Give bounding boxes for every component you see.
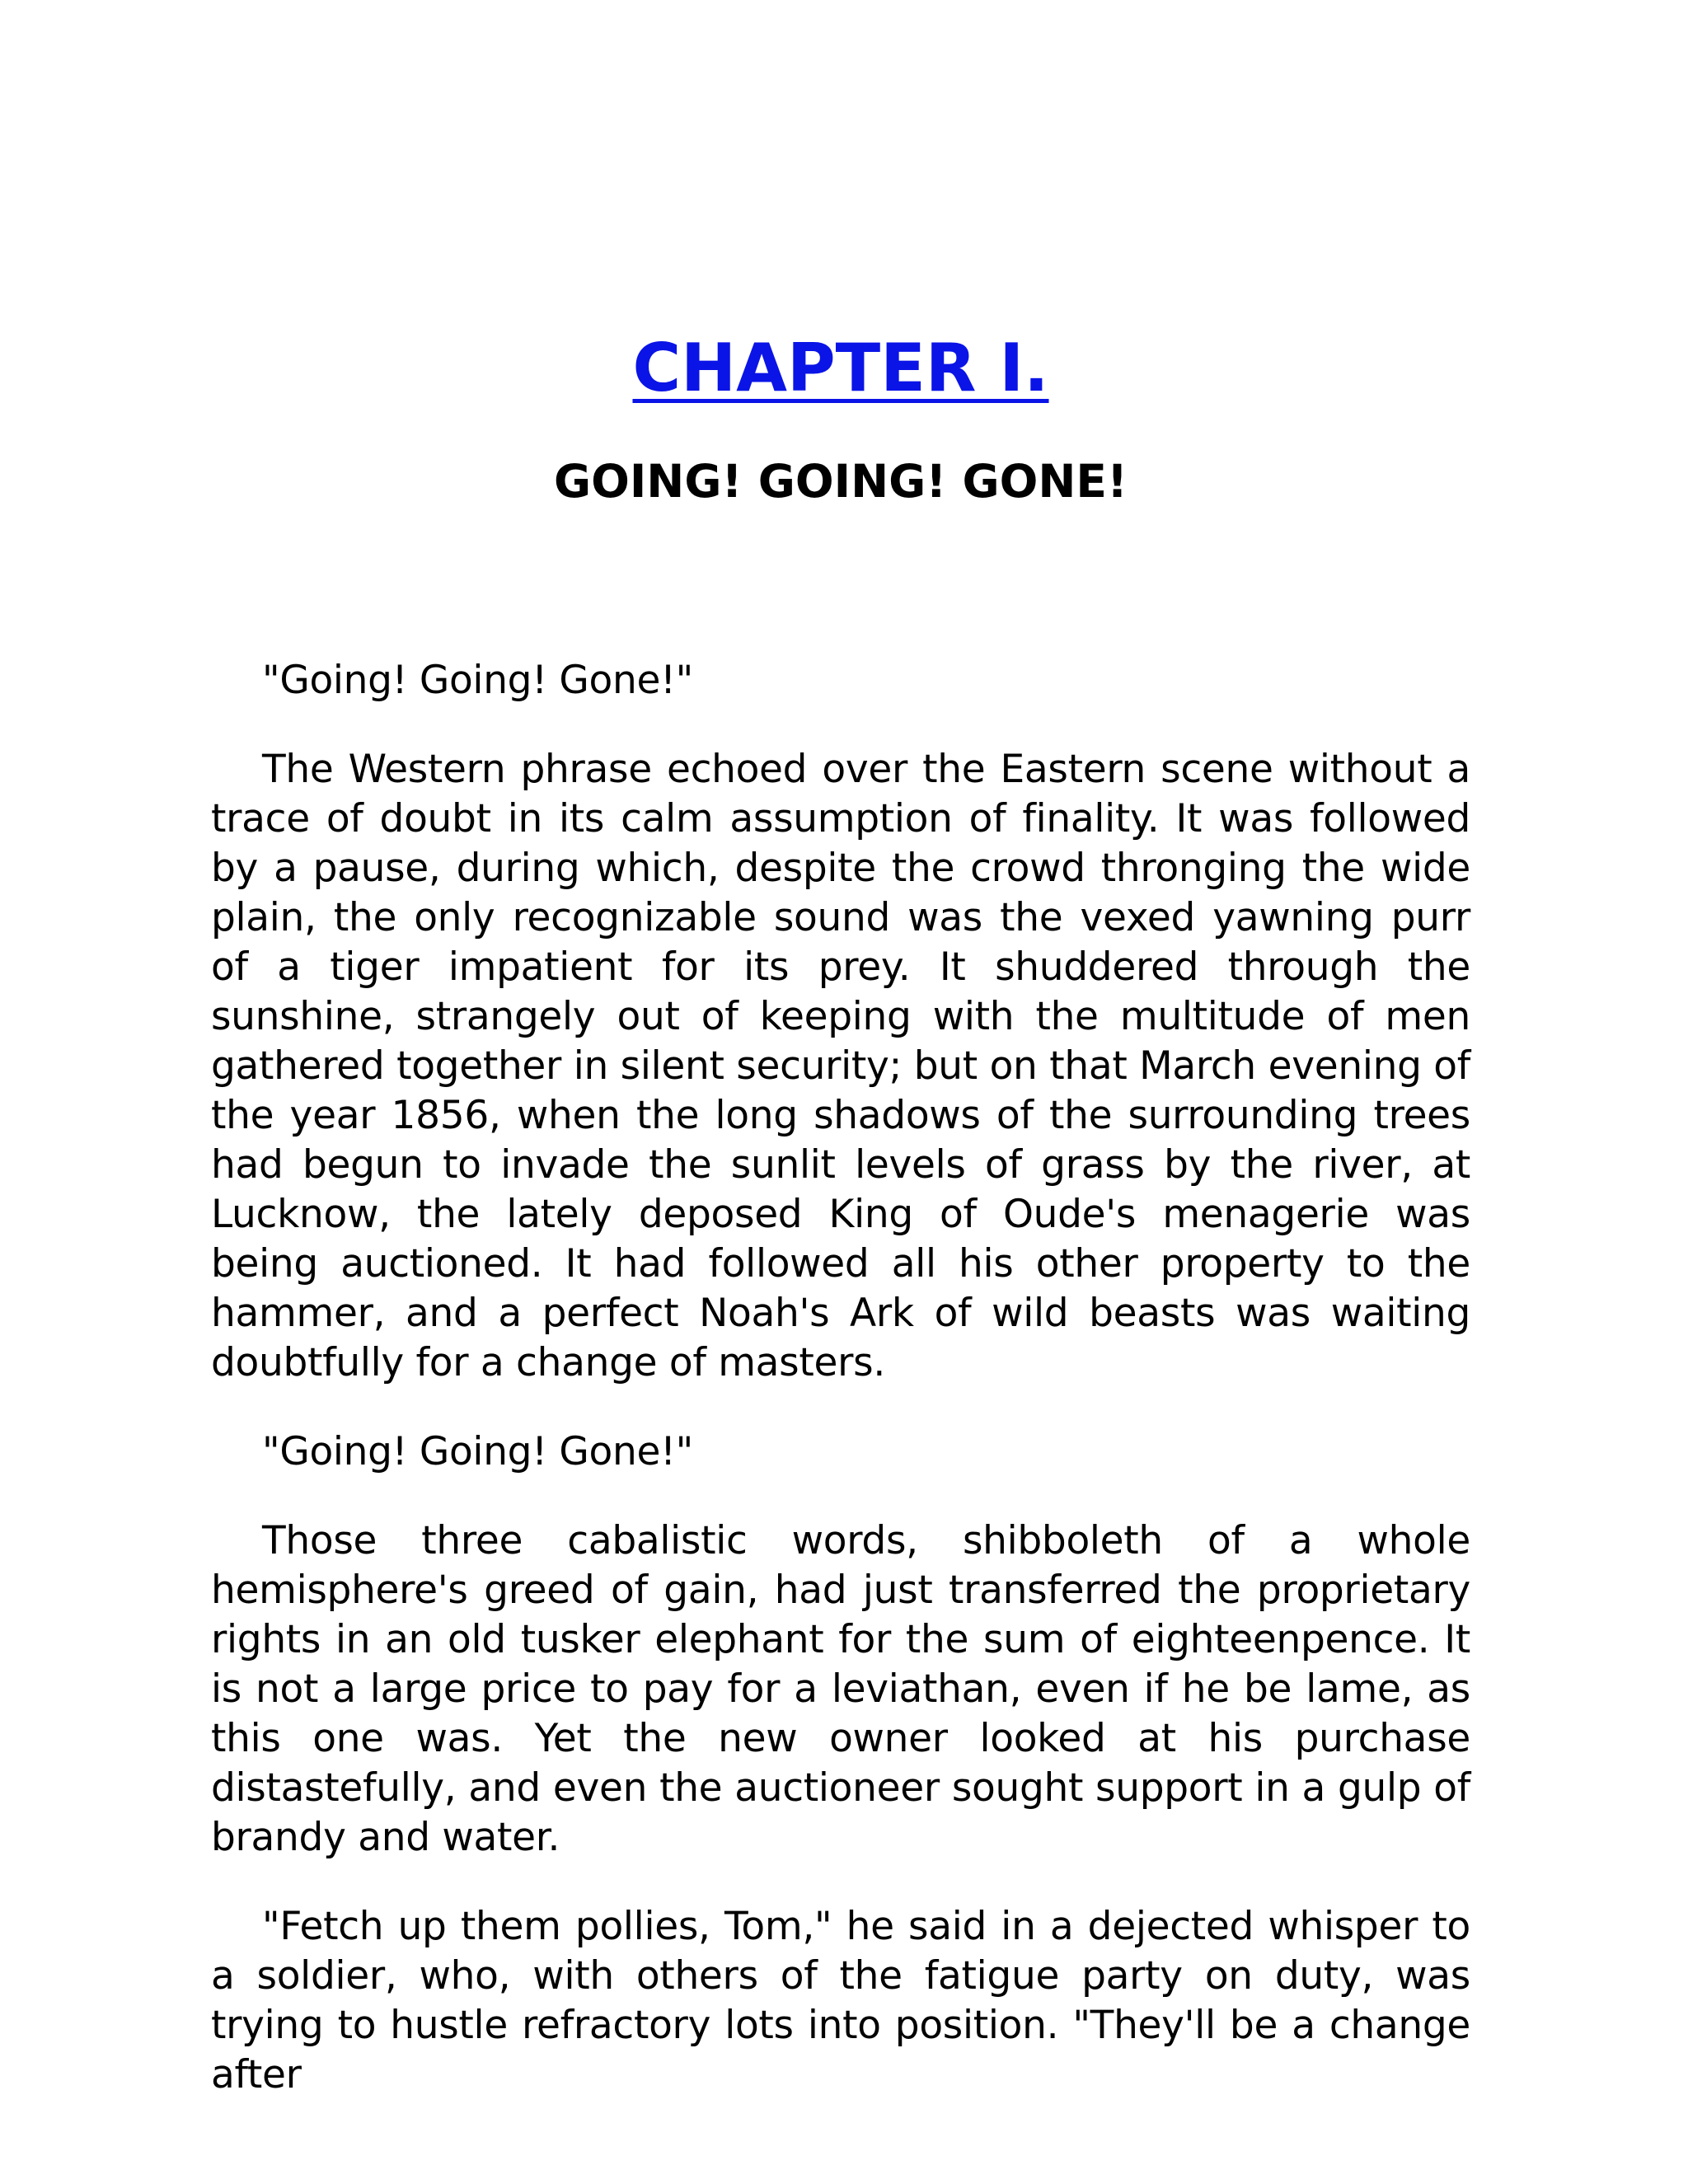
book-page — [211, 0, 1470, 2139]
paragraph: "Going! Going! Gone!" — [262, 1429, 693, 1474]
paragraph: Those three cabalistic words, shibboleth of a whole hemisphere's greed of gain, had just transferred the proprietary rights in an old tusker elephant for the sum of eighteenpence. It is not a large price to pay for a leviathan, even if he be lame, as this one was. Yet the new owner looked at his purchase distastefully, and even the auctioneer sought support in a gulp of brandy and water. — [211, 1518, 1470, 1860]
chapter-subtitle: GOING! GOING! GONE! — [553, 455, 1128, 508]
chapter-heading — [211, 0, 1470, 414]
paragraph: "Fetch up them pollies, Tom," he said in a dejected whisper to a soldier, who, with others of the fatigue party on duty, was trying to hustle refractory lots into position. "They'll be a change after — [211, 1904, 1470, 2097]
paragraph: "Going! Going! Gone!" — [262, 658, 693, 703]
paragraph: The Western phrase echoed over the Eastern scene without a trace of doubt in its calm assumption of finality. It was followed by a pause, during which, despite the crowd thronging the wide plain, the only recognizable sound was the vexed yawning purr of a tiger impatient for its prey. It shuddered through the sunshine, strangely out of keeping with the multitude of men gathered together in silent security; but on that March evening of the year 1856, when the long shadows of the surrounding trees had begun to invade the sunlit levels of grass by the river, at Lucknow, the lately deposed King of Oude's menagerie was being auctioned. It had followed all his other property to the hammer, and a perfect Noah's Ark of wild beasts was waiting doubtfully for a change of masters. — [211, 747, 1470, 1385]
chapter-body — [211, 656, 1470, 2100]
chapter-title-link[interactable]: CHAPTER I. — [632, 330, 1049, 406]
